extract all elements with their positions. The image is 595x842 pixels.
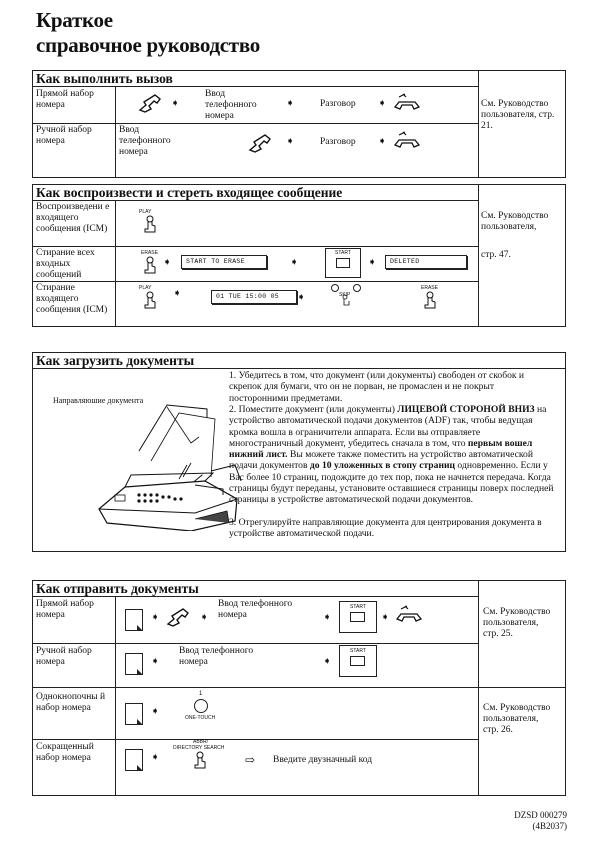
play-button-label: PLAY (139, 209, 152, 215)
instruction-step-2: 2. Поместите документ (или документы) ЛИЦЕВОЙ СТОРОНОЙ ВНИЗ на устройство автоматической подачи документов (ADF) так, чтобы ведущая кромка вошла в ограничители аппарата. Если вы отправляете многостраничный документ, убедитесь сначала в том, что первым вошел нижний лист. Вы можете также поместить на устройство автоматической подачи документов до 10 уложенных в стопу страниц одновременно. Если у Вас более 10 страниц, подождите до тех пор, пока не начнется передача. Когда страницы будут переданы, установите оставшиеся страницы поверх последней страницы в устройстве автоматической подачи документов. (229, 404, 554, 506)
one-touch-number: 1 (199, 691, 203, 697)
row-label: Прямой набор номера (36, 89, 94, 110)
one-touch-button-icon (194, 699, 208, 713)
arrow-icon: ➧ (151, 706, 160, 717)
finger-press-icon (423, 291, 437, 309)
arrow-icon: ➧ (378, 136, 387, 147)
row-label: Воспроизведени е входящего сообщения (ICM) (36, 202, 110, 234)
finger-press-icon (143, 291, 157, 309)
document-icon (125, 609, 143, 631)
row-label: Прямой набор номера (36, 599, 94, 620)
arrow-icon: ➧ (151, 612, 160, 623)
play-button-label: PLAY (139, 285, 152, 291)
handset-lift-icon (247, 133, 277, 153)
step-dial-number: Ввод телефонного номера (205, 89, 257, 121)
arrow-icon: ➧ (381, 612, 390, 623)
reference-note: См. Руководство пользователя, стр. 25. (483, 607, 551, 639)
arrow-icon: ➧ (286, 136, 295, 147)
step-talk: Разговор (320, 99, 356, 109)
erase-button-label: ERASE (421, 285, 438, 291)
instruction-step-3: 3. Отрегулируйте направляющие документа для центрирования документа в устройстве автоматической подачи. (229, 517, 542, 540)
step-talk: Разговор (320, 137, 356, 147)
document-icon (125, 703, 143, 725)
reference-note: См. Руководство пользователя, стр. 21. (481, 99, 555, 131)
finger-press-icon (143, 215, 157, 233)
document-icon (125, 749, 143, 771)
reference-note: См. Руководство пользователя, стр. 26. (483, 703, 551, 735)
lcd-display: DELETED (385, 255, 467, 269)
arrow-icon: ➧ (378, 98, 387, 109)
arrow-icon: ➧ (286, 98, 295, 109)
step-dial-number: Ввод телефонного номера (119, 125, 171, 157)
page-title (36, 8, 260, 58)
lcd-display: START TO ERASE (181, 255, 267, 269)
erase-button-label: ERASE (141, 250, 158, 256)
document-icon (125, 653, 143, 675)
handset-hang-up-icon (393, 131, 421, 149)
arrow-icon: ➧ (151, 752, 160, 763)
section-heading: Как воспроизвести и стереть входящее сообщение (33, 185, 479, 201)
step-dial-number: Ввод телефонного номера (218, 599, 293, 620)
abbr-button-label: ABBR/ (193, 739, 209, 745)
hollow-arrow-icon: ⇨ (245, 753, 256, 767)
fax-machine-illustration (95, 403, 243, 531)
arrow-icon: ➧ (323, 656, 332, 667)
row-label: Ручной набор номера (36, 646, 92, 667)
section-send-documents (32, 580, 566, 796)
directory-search-label: DIRECTORY SEARCH (173, 745, 225, 751)
arrow-icon: ➧ (171, 98, 180, 109)
handset-lift-icon (165, 607, 195, 627)
document-code: DZSD 000279 (4B2037) (514, 810, 567, 831)
finger-press-icon (193, 751, 207, 769)
section-load-documents (32, 352, 566, 552)
step-dial-number: Ввод телефонного номера (179, 646, 254, 667)
reference-note: См. Руководство пользователя, (481, 211, 549, 232)
title-line-2: справочное руководство (36, 33, 260, 57)
section-heading: Как отправить документы (33, 581, 479, 597)
finger-press-icon (143, 256, 157, 274)
section-heading: Как выполнить вызов (33, 71, 479, 87)
row-label: Стирание всех входных сообщений (36, 248, 95, 280)
arrow-icon: ➧ (297, 292, 306, 303)
reference-note: стр. 47. (481, 250, 511, 260)
skip-buttons-icon: SKIP (329, 284, 369, 304)
start-button-icon: START (339, 601, 377, 633)
row-label: Однокнопочны й набор номера (36, 692, 106, 713)
arrow-icon: ➧ (200, 612, 209, 623)
handset-hang-up-icon (393, 93, 421, 111)
arrow-icon: ➧ (290, 257, 299, 268)
arrow-icon: ➧ (173, 288, 182, 299)
section-play-erase-messages (32, 184, 566, 327)
handset-lift-icon (137, 93, 167, 113)
title-line-1: Краткое (36, 8, 113, 32)
arrow-icon: ➧ (151, 656, 160, 667)
start-button-icon: START (325, 248, 361, 278)
row-label: Сокращенный набор номера (36, 742, 94, 763)
arrow-icon: ➧ (368, 257, 377, 268)
instruction-step-1: 1. Убедитесь в том, что документ (или документы) свободен от скобок и скрепок для бумаги, что он не порван, не промаслен и не покрыт посторонними предметами. (229, 370, 525, 404)
section-heading: Как загрузить документы (33, 353, 565, 369)
lcd-display: 01 TUE 15:00 05 (211, 290, 297, 304)
one-touch-label: ONE-TOUCH (185, 715, 216, 721)
handset-hang-up-icon (395, 605, 423, 623)
figure-caption: Направляюшие документа (53, 396, 144, 405)
step-enter-code: Введите двузначный код (273, 755, 373, 765)
row-label: Ручной набор номера (36, 125, 92, 146)
arrow-icon: ➧ (323, 612, 332, 623)
section-make-call (32, 70, 566, 178)
arrow-icon: ➧ (163, 257, 172, 268)
row-label: Стирание входящего сообщения (ICM) (36, 283, 108, 315)
start-button-icon: START (339, 645, 377, 677)
